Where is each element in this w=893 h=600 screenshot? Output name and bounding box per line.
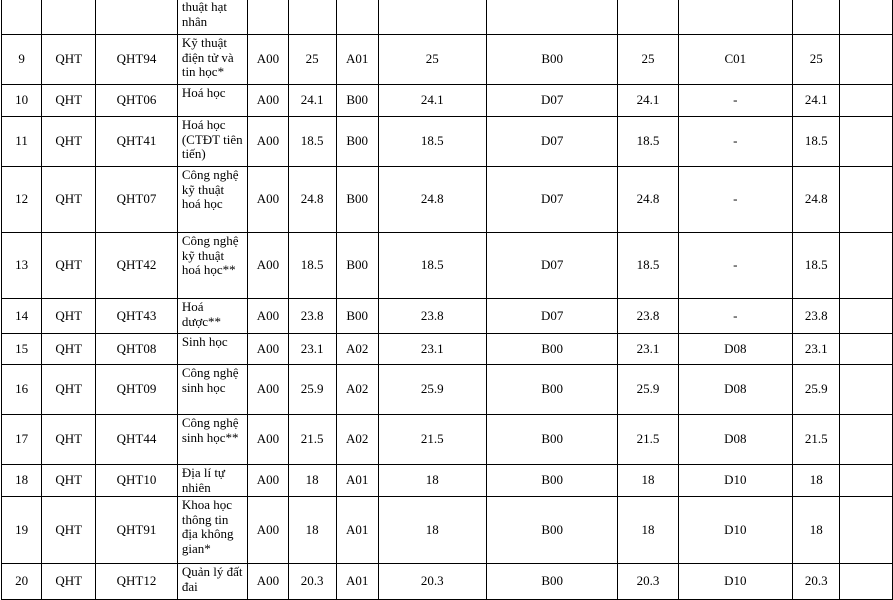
major-code-cell: QHT09 xyxy=(96,365,178,415)
score-1-cell: 18 xyxy=(288,465,336,497)
score-2-cell: 25.9 xyxy=(378,365,486,415)
table-body xyxy=(2,0,893,600)
combo-2-cell: B00 xyxy=(336,117,378,167)
score-3-cell: 21.5 xyxy=(618,415,678,465)
empty-cell xyxy=(840,0,893,35)
admission-score-table xyxy=(1,0,893,600)
school-code-cell: QHT xyxy=(42,564,96,600)
score-4-cell: 18.5 xyxy=(793,233,840,299)
score-1-cell: 25.9 xyxy=(288,365,336,415)
combo-2-cell: B00 xyxy=(336,233,378,299)
major-code-cell: QHT07 xyxy=(96,167,178,233)
score-3-cell: 25 xyxy=(618,35,678,85)
table-row xyxy=(2,299,893,334)
score-1-cell: 23.8 xyxy=(288,299,336,334)
score-3-cell: 18 xyxy=(618,497,678,564)
combo-3-cell xyxy=(486,0,618,35)
table-row xyxy=(2,0,893,35)
score-2-cell: 21.5 xyxy=(378,415,486,465)
major-name-cell: Công nghệ sinh học** xyxy=(177,415,248,465)
combo-2-cell: A02 xyxy=(336,415,378,465)
score-1-cell: 24.8 xyxy=(288,167,336,233)
combo-4-cell: - xyxy=(678,299,792,334)
score-1-cell: 18.5 xyxy=(288,233,336,299)
combo-1-cell: A00 xyxy=(248,167,288,233)
row-number-cell xyxy=(2,0,42,35)
table-row xyxy=(2,465,893,497)
score-1-cell: 18.5 xyxy=(288,117,336,167)
score-4-cell: 25.9 xyxy=(793,365,840,415)
score-1-cell: 24.1 xyxy=(288,85,336,117)
school-code-cell: QHT xyxy=(42,497,96,564)
major-name-cell: Sinh học xyxy=(177,334,248,365)
score-1-cell: 20.3 xyxy=(288,564,336,600)
combo-3-cell: D07 xyxy=(486,117,618,167)
combo-4-cell: D08 xyxy=(678,415,792,465)
score-2-cell: 24.8 xyxy=(378,167,486,233)
combo-2-cell: A01 xyxy=(336,497,378,564)
combo-1-cell: A00 xyxy=(248,117,288,167)
row-number-cell: 14 xyxy=(2,299,42,334)
score-3-cell: 23.8 xyxy=(618,299,678,334)
combo-4-cell: D10 xyxy=(678,465,792,497)
major-name-cell: Công nghệ kỹ thuật hoá học xyxy=(177,167,248,233)
row-number-cell: 13 xyxy=(2,233,42,299)
row-number-cell: 20 xyxy=(2,564,42,600)
combo-1-cell: A00 xyxy=(248,35,288,85)
score-1-cell: 21.5 xyxy=(288,415,336,465)
empty-cell xyxy=(840,365,893,415)
combo-2-cell: A01 xyxy=(336,465,378,497)
score-4-cell: 21.5 xyxy=(793,415,840,465)
combo-1-cell: A00 xyxy=(248,334,288,365)
combo-2-cell: A02 xyxy=(336,365,378,415)
empty-cell xyxy=(840,465,893,497)
score-3-cell: 24.1 xyxy=(618,85,678,117)
combo-3-cell: B00 xyxy=(486,334,618,365)
major-code-cell: QHT12 xyxy=(96,564,178,600)
combo-4-cell: C01 xyxy=(678,35,792,85)
empty-cell xyxy=(840,35,893,85)
empty-cell xyxy=(840,233,893,299)
table-row xyxy=(2,564,893,600)
combo-3-cell: B00 xyxy=(486,564,618,600)
score-2-cell: 18.5 xyxy=(378,117,486,167)
major-name-cell: Hoá học (CTĐT tiên tiến) xyxy=(177,117,248,167)
major-code-cell: QHT42 xyxy=(96,233,178,299)
major-code-cell: QHT08 xyxy=(96,334,178,365)
combo-3-cell: B00 xyxy=(486,415,618,465)
combo-3-cell: B00 xyxy=(486,365,618,415)
combo-1-cell: A00 xyxy=(248,465,288,497)
combo-1-cell: A00 xyxy=(248,299,288,334)
school-code-cell: QHT xyxy=(42,35,96,85)
table-row xyxy=(2,117,893,167)
table-row xyxy=(2,365,893,415)
combo-2-cell: A01 xyxy=(336,35,378,85)
combo-1-cell: A00 xyxy=(248,415,288,465)
score-4-cell: 25 xyxy=(793,35,840,85)
combo-4-cell: D08 xyxy=(678,334,792,365)
score-4-cell: 24.1 xyxy=(793,85,840,117)
combo-3-cell: B00 xyxy=(486,35,618,85)
table-row xyxy=(2,85,893,117)
major-name-cell: Hoá dược** xyxy=(177,299,248,334)
row-number-cell: 19 xyxy=(2,497,42,564)
combo-4-cell: - xyxy=(678,167,792,233)
score-4-cell: 18 xyxy=(793,465,840,497)
combo-2-cell xyxy=(336,0,378,35)
combo-3-cell: D07 xyxy=(486,85,618,117)
score-4-cell: 18.5 xyxy=(793,117,840,167)
score-3-cell xyxy=(618,0,678,35)
empty-cell xyxy=(840,167,893,233)
combo-2-cell: B00 xyxy=(336,85,378,117)
table-row xyxy=(2,334,893,365)
major-code-cell: QHT94 xyxy=(96,35,178,85)
row-number-cell: 15 xyxy=(2,334,42,365)
score-1-cell: 18 xyxy=(288,497,336,564)
table-row xyxy=(2,415,893,465)
score-2-cell: 18 xyxy=(378,465,486,497)
combo-4-cell: - xyxy=(678,117,792,167)
combo-4-cell xyxy=(678,0,792,35)
major-code-cell: QHT44 xyxy=(96,415,178,465)
major-name-cell: Công nghệ sinh học xyxy=(177,365,248,415)
major-code-cell xyxy=(96,0,178,35)
major-name-cell: Quản lý đất đai xyxy=(177,564,248,600)
major-code-cell: QHT43 xyxy=(96,299,178,334)
score-3-cell: 18 xyxy=(618,465,678,497)
school-code-cell: QHT xyxy=(42,465,96,497)
row-number-cell: 10 xyxy=(2,85,42,117)
table-row xyxy=(2,497,893,564)
combo-1-cell: A00 xyxy=(248,233,288,299)
school-code-cell: QHT xyxy=(42,117,96,167)
score-4-cell: 23.8 xyxy=(793,299,840,334)
combo-3-cell: B00 xyxy=(486,465,618,497)
row-number-cell: 16 xyxy=(2,365,42,415)
combo-1-cell: A00 xyxy=(248,85,288,117)
school-code-cell: QHT xyxy=(42,415,96,465)
school-code-cell xyxy=(42,0,96,35)
combo-2-cell: A02 xyxy=(336,334,378,365)
score-2-cell: 23.1 xyxy=(378,334,486,365)
combo-4-cell: - xyxy=(678,85,792,117)
school-code-cell: QHT xyxy=(42,85,96,117)
school-code-cell: QHT xyxy=(42,167,96,233)
combo-2-cell: B00 xyxy=(336,299,378,334)
row-number-cell: 18 xyxy=(2,465,42,497)
score-4-cell: 20.3 xyxy=(793,564,840,600)
empty-cell xyxy=(840,85,893,117)
score-3-cell: 20.3 xyxy=(618,564,678,600)
combo-3-cell: B00 xyxy=(486,497,618,564)
empty-cell xyxy=(840,415,893,465)
score-1-cell xyxy=(288,0,336,35)
empty-cell xyxy=(840,564,893,600)
score-3-cell: 24.8 xyxy=(618,167,678,233)
score-2-cell: 23.8 xyxy=(378,299,486,334)
combo-1-cell xyxy=(248,0,288,35)
score-2-cell: 20.3 xyxy=(378,564,486,600)
score-2-cell xyxy=(378,0,486,35)
empty-cell xyxy=(840,117,893,167)
empty-cell xyxy=(840,299,893,334)
combo-1-cell: A00 xyxy=(248,564,288,600)
score-1-cell: 25 xyxy=(288,35,336,85)
combo-4-cell: D10 xyxy=(678,564,792,600)
score-1-cell: 23.1 xyxy=(288,334,336,365)
score-4-cell: 24.8 xyxy=(793,167,840,233)
row-number-cell: 17 xyxy=(2,415,42,465)
score-4-cell: 18 xyxy=(793,497,840,564)
major-name-cell: Khoa học thông tin địa không gian* xyxy=(177,497,248,564)
row-number-cell: 12 xyxy=(2,167,42,233)
combo-3-cell: D07 xyxy=(486,233,618,299)
score-3-cell: 25.9 xyxy=(618,365,678,415)
school-code-cell: QHT xyxy=(42,299,96,334)
score-4-cell xyxy=(793,0,840,35)
score-3-cell: 23.1 xyxy=(618,334,678,365)
major-name-cell: Địa lí tự nhiên xyxy=(177,465,248,497)
score-2-cell: 24.1 xyxy=(378,85,486,117)
score-2-cell: 18 xyxy=(378,497,486,564)
table-row xyxy=(2,35,893,85)
row-number-cell: 11 xyxy=(2,117,42,167)
empty-cell xyxy=(840,334,893,365)
empty-cell xyxy=(840,497,893,564)
table-row xyxy=(2,233,893,299)
score-3-cell: 18.5 xyxy=(618,117,678,167)
combo-2-cell: A01 xyxy=(336,564,378,600)
score-4-cell: 23.1 xyxy=(793,334,840,365)
combo-1-cell: A00 xyxy=(248,497,288,564)
major-code-cell: QHT06 xyxy=(96,85,178,117)
combo-4-cell: D10 xyxy=(678,497,792,564)
score-2-cell: 18.5 xyxy=(378,233,486,299)
score-2-cell: 25 xyxy=(378,35,486,85)
table-row xyxy=(2,167,893,233)
combo-3-cell: D07 xyxy=(486,299,618,334)
major-name-cell: Công nghệ kỹ thuật hoá học** xyxy=(177,233,248,299)
combo-3-cell: D07 xyxy=(486,167,618,233)
combo-2-cell: B00 xyxy=(336,167,378,233)
major-name-cell: Kỹ thuật điện tử và tin học* xyxy=(177,35,248,85)
major-code-cell: QHT10 xyxy=(96,465,178,497)
major-code-cell: QHT41 xyxy=(96,117,178,167)
score-3-cell: 18.5 xyxy=(618,233,678,299)
combo-4-cell: D08 xyxy=(678,365,792,415)
row-number-cell: 9 xyxy=(2,35,42,85)
school-code-cell: QHT xyxy=(42,334,96,365)
school-code-cell: QHT xyxy=(42,365,96,415)
major-name-cell: Hoá học xyxy=(177,85,248,117)
combo-1-cell: A00 xyxy=(248,365,288,415)
major-code-cell: QHT91 xyxy=(96,497,178,564)
school-code-cell: QHT xyxy=(42,233,96,299)
combo-4-cell: - xyxy=(678,233,792,299)
major-name-cell: thuật hạt nhân xyxy=(177,0,248,35)
